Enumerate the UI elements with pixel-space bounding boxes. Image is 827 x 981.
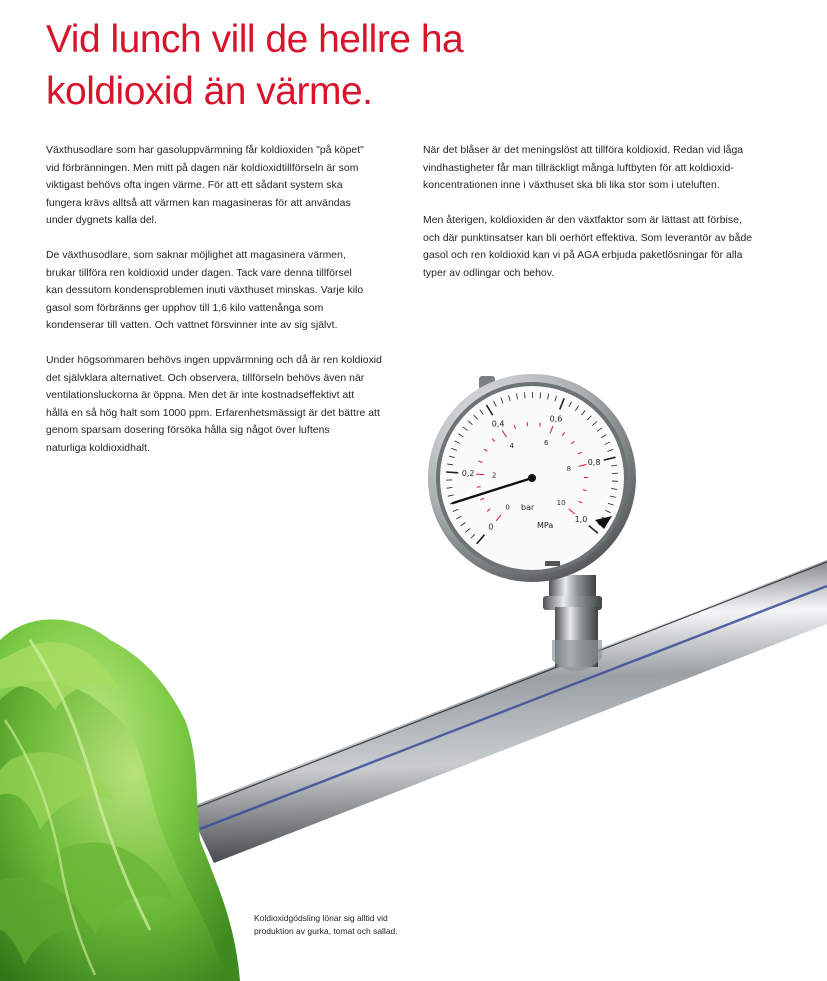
text-line: Men återigen, koldioxiden är den växtfaktor som är lättast att förbise, <box>423 215 742 226</box>
text-line: När det blåser är det meningslöst att tillföra koldioxid. Redan vid låga <box>423 145 744 156</box>
text-line: Under högsommaren behövs ingen uppvärmning och då är ren koldioxid <box>46 355 382 366</box>
gauge-inner-tick <box>477 487 481 488</box>
text-line: De växthusodlare, som saknar möjlighet att magasinera värmen, <box>46 250 346 261</box>
gauge-tick <box>446 472 458 473</box>
text-line: hålla en så hög halt som 1000 ppm. Erfarenhetsmässigt är det bättre att <box>46 407 380 419</box>
headline-line-2: koldioxid än värme. <box>46 70 373 113</box>
text-line: gasol och ren koldioxid kan vi på AGA erbjuda paketlösningar för alla <box>423 250 743 261</box>
text-line: typer av odlingar och behov. <box>423 267 555 279</box>
text-line: genom sparsam dosering försöka hålla sig något över luftens <box>46 425 330 436</box>
image-caption <box>254 912 398 937</box>
gauge-outer-label: 0 <box>488 522 494 532</box>
gauge-inner-label: 0 <box>505 503 510 512</box>
text-line: gasol som förbränns ger upphov till 1,6 kilo vattenånga som <box>46 302 324 314</box>
gauge-outer-label: 0,4 <box>491 419 505 429</box>
text-line: kondenserar till vatten. Och vattnet försvinner inte av sig självt. <box>46 320 338 331</box>
caption-line-1: Koldioxidgödsling lönar sig alltid vid <box>254 913 388 923</box>
gauge-outer-label: 0,8 <box>587 458 601 468</box>
gauge-outer-label: 1,0 <box>574 514 588 524</box>
gauge-inner-label: 4 <box>509 442 515 451</box>
gauge-outer-label: 0,6 <box>549 414 563 424</box>
text-line: vindhastigheter får man tillräckligt många luftbyten för att koldioxid- <box>423 162 734 174</box>
text-line: naturliga koldioxidhalt. <box>46 442 151 454</box>
text-line: koncentrationen inne i växthuset ska bli lika stor som i uteluften. <box>423 180 720 191</box>
text-line: det självklara alternativet. Och observera, tillförseln behövs även när <box>46 372 365 384</box>
text-line: brukar tillföra ren koldioxid under dagen. Tack vare denna tillförsel <box>46 267 352 279</box>
lettuce-image <box>0 619 240 981</box>
gauge-unit-mpa: MPa <box>537 521 554 530</box>
pressure-gauge <box>428 374 636 582</box>
text-line: viktigast behövs ofta ingen värme. För att ett sådant system ska <box>46 180 343 191</box>
gauge-outer-label: 0,2 <box>461 469 475 479</box>
text-line: fungera krävs alltså att värmen kan magasineras för att användas <box>46 197 351 209</box>
caption-line-2: produktion av gurka, tomat och sallad. <box>254 925 398 936</box>
gauge-unit-bar: bar <box>521 503 535 512</box>
text-line: under dygnets kalla del. <box>46 215 157 226</box>
text-line: ventilationsluckorna är öppna. Men det är inte kostnadseffektivt att <box>46 390 355 401</box>
text-line: och där punktinsatser kan bli oerhört effektiva. Som leverantör av både <box>423 232 753 244</box>
text-line: Växthusodlare som har gasoluppvärmning får koldioxiden "på köpet" <box>46 145 364 156</box>
pipe <box>188 560 827 863</box>
gauge-inner-tick <box>540 423 541 427</box>
gauge-inner-label: 10 <box>556 498 566 507</box>
gauge-inner-label: 2 <box>491 471 497 480</box>
gauge-stem <box>543 575 602 672</box>
gauge-inner-label: 8 <box>566 465 572 474</box>
gauge-inner-tick <box>476 474 484 475</box>
gauge-tick <box>525 392 526 398</box>
gauge-inner-label: 6 <box>544 439 549 448</box>
text-line: vid förbränningen. Men mitt på dagen när koldioxidtillförseln är som <box>46 162 359 174</box>
headline-line-1: Vid lunch vill de hellre ha <box>46 18 464 61</box>
text-line: kan dessutom kondensproblemen inuti växthuset minskas. Varje kilo <box>46 285 364 296</box>
